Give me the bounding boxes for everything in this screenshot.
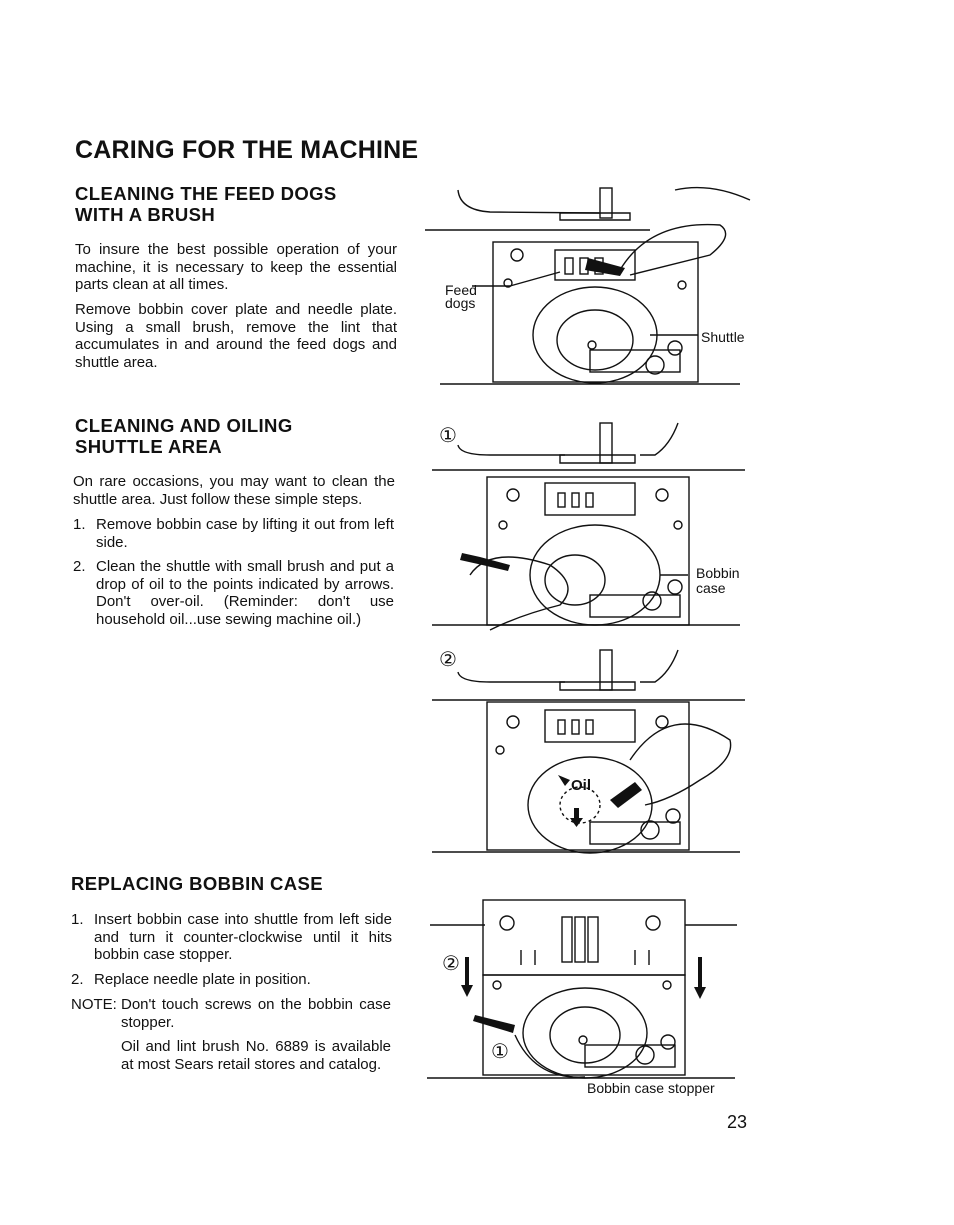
fig4-marker-2: ② (442, 951, 460, 975)
note-text-2: Oil and lint brush No. 6889 is available at most Sears retail stores and catalog. (121, 1038, 391, 1073)
label-shuttle: Shuttle (701, 329, 745, 345)
replacing-note (71, 996, 393, 1032)
shuttle-heading-line1: CLEANING AND OILING (75, 415, 293, 436)
fig1-marker: ① (439, 423, 457, 447)
label-bobbin: Bobbin (696, 565, 740, 581)
page-title: CARING FOR THE MACHINE (75, 136, 419, 164)
oiling-illustration (430, 640, 750, 855)
shuttle-step-1-num: 1. (73, 516, 86, 533)
shuttle-heading (75, 415, 293, 457)
shuttle-step-1 (73, 516, 395, 552)
replacing-step-1-num: 1. (71, 911, 84, 928)
feed-dogs-heading-line1: CLEANING THE FEED DOGS (75, 183, 337, 204)
label-feed: Feed (445, 282, 477, 298)
label-case: case (696, 580, 726, 596)
feed-dogs-heading-line2: WITH A BRUSH (75, 204, 216, 225)
label-bobbin-case-stopper: Bobbin case stopper (587, 1080, 715, 1096)
shuttle-heading-line2: SHUTTLE AREA (75, 436, 222, 457)
replacing-step-2-num: 2. (71, 971, 84, 988)
note-label: NOTE: (71, 996, 117, 1013)
note-text: Don't touch screws on the bobbin case stopper. (121, 996, 391, 1031)
shuttle-step-2 (73, 558, 395, 648)
replacing-step-1-text: Insert bobbin case into shuttle from left side and turn it counter-clockwise until it hits bobbin case stopper. (94, 911, 392, 963)
shuttle-step-1-text: Remove bobbin case by lifting it out from left side. (96, 516, 394, 551)
replacing-illustration (425, 895, 745, 1090)
fig4-marker-1: ① (491, 1039, 509, 1063)
label-dogs: dogs (445, 295, 476, 311)
remove-bobbin-illustration (430, 415, 750, 640)
shuttle-intro: On rare occasions, you may want to clean the shuttle area. Just follow these simple steps. (73, 473, 395, 508)
feed-dogs-para2: Remove bobbin cover plate and needle plate. Using a small brush, remove the lint that accumulates in and around the feed dogs and shuttle area. (75, 301, 397, 371)
page-number: 23 (727, 1112, 748, 1132)
replacing-step-1 (71, 911, 393, 965)
shuttle-step-2-text: Clean the shuttle with small brush and put a drop of oil to the points indicated by arrows. Don't over-oil. (Reminder: don't use household oil...use sewing machine oil.) (96, 558, 394, 628)
fig2-marker: ② (439, 647, 457, 671)
feed-dogs-heading (75, 183, 337, 225)
shuttle-step-2-num: 2. (73, 558, 86, 575)
replacing-step-2 (71, 971, 393, 989)
feed-dogs-para1: To insure the best possible operation of your machine, it is necessary to keep the essential parts clean at all times. (75, 241, 397, 293)
label-oil: Oil (571, 777, 592, 794)
replacing-heading: REPLACING BOBBIN CASE (71, 873, 323, 894)
replacing-step-2-text: Replace needle plate in position. (94, 971, 311, 988)
